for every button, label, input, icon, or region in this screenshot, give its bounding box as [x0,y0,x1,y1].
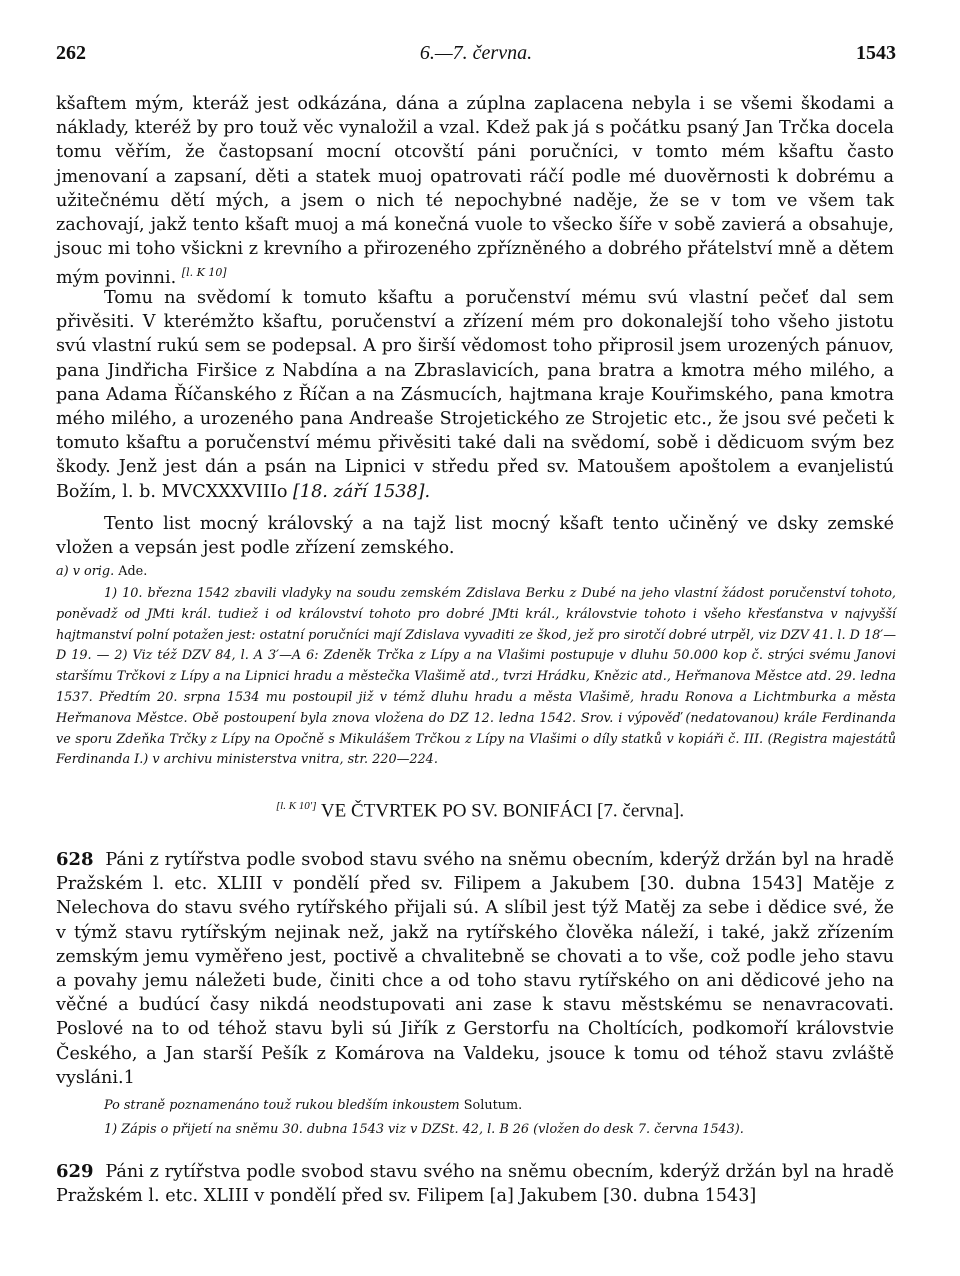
footnote-text: Ade. [118,564,148,579]
footnote-a [56,562,896,583]
section-heading [0,800,960,822]
paragraph-continuation [56,92,894,290]
entry-628 [56,848,894,1090]
paragraph-seal [56,286,894,504]
entry-text: Páni z rytířstva podle svobod stavu svého na sněmu obecním, kderýž držán byl na hradě Pražském l. etc. XLIII v pondělí před sv. Filipem [a] Jakubem [30. dubna 1543] [56,1162,894,1207]
entry-629 [56,1160,894,1208]
entry-628-footnote: 1) Zápis o přijetí na sněmu 30. dubna 1543 viz v DZSt. 42, l. B 26 (vložen do desk 7. června 1543). [104,1122,744,1137]
entry-number: 629 [56,1161,94,1182]
page-number: 262 [56,42,86,64]
margin-folio-ref: [l. K 10] [181,266,227,280]
paragraph-text: kšaftem mým, kteráž jest odkázána, dána a zúplna zaplacena nebyla i se všemi škodami a náklady, kteréž by pro touž věc vynaložil a vzal. Kdež pak já s počátku psaný Jan Trčka docela tomu věřím, že častopsaní mocní otcovští páni poručníci, v tomto mém kšaftu často jmenovaní a zapsaní, děti a statek muoj opatrovati ráčí podle mé duověrnosti k dobrému a užitečnému dětí mých, a jsem o nich té nepochybné naděje, že se v tom ve všem tak zachovají, jakž tento kšaft muoj a má konečná vuole to všecko šíře v sobě zavierá a obsahuje, jsouc mi toho všickni z krevního a přirozeného zpřízněného a dobrého přátelství mně a dětem mým povinni. [56,94,894,289]
margin-folio-ref: [l. K 10′] [275,800,317,812]
date-reference: [18. září 1538]. [293,481,431,502]
entry-text: Páni z rytířstva podle svobod stavu svého na sněmu obecním, kderýž držán byl na hradě Pražském l. etc. XLIII v pondělí před sv. Filipem a Jakubem [30. dubna 1543] Matěje z Nelechova do stavu svého rytířského přijali sú. A slíbil jest týž Matěj za sebe i dědice své, že v týmž stavu rytířským nejinak než, jakž na rytířského člověka náleží, i také, jakž zřízením zemským jemu vyměřeno jest, poctivě a chvalitebně se chovati a to vše, což podle jeho stavu a povahy jemu náležeti bude, činiti chce a od toho stavu rytířského on ani dědicové jeho na věčné a budúcí časy nikdá neodstupovati ani zase k stavu městskému se nenavracovati. Poslové na to od téhož stavu byli sú Jiřík z Gerstorfu na Choltících, podkomoří královstvie Českého, a Jan starší Pešík z Komárova na Valdeku, jsouce k tomu od téhož stavu zvláště vysláni.1 [56,850,894,1088]
running-date: 6.—7. června. [419,42,533,64]
note-text-upright: Solutum. [463,1098,523,1113]
paragraph-text: Tomu na svědomí k tomuto kšaftu a poručenství mému svú vlastní pečeť dal sem přivěsiti. V kterémžto kšaftu, poručenství a zřízení mém pro dokonalejší toho všeho jistotu svú vlastní rukú sem se podepsal. A pro širší vědomost toho připrosil jsem urozených pánuov, pana Jindřicha Firšice z Nabdína a na Zbraslavicích, pana bratra a kmotra mého milého, a pana Adama Říčanského z Říčan a na Zásmucích, hajtmana kraje Kouřimského, pana kmotra mého milého, a urozeného pana Andreaše Strojetického ze Strojetic etc., že jsou své pečeti k tomuto kšaftu a poručenství mému přivěsiti také dali na svědomí, sobě i dědicuom svým bez škody. Jenž jest dán a psán na Lipnici v středu před sv. Matoušem apoštolem a evanjelistú Božím, l. b. MVCXXXVIIIo [56,288,894,502]
footnote-label: a) v orig. [56,564,115,579]
heading-text: VE ČTVRTEK PO SV. BONIFÁCI [7. června]. [320,800,685,822]
running-year: 1543 [856,42,896,64]
page-header [56,42,896,68]
footnote-1: 1) 10. března 1542 zbavili vladyky na soudu zemském Zdislava Berku z Dubé na jeho vlastní žádost poručenství tohoto, poněvadž od JMti král. tudiež i od království tohoto pro dobré JMti král., královstvie tohoto i všeho křesťanstva v najvyšší hajtmanství polní potažen jest: ostatní poručníci mají Zdislava vyvaditi ze škod, jež pro sirotčí dobré utrpěl, viz DZV 41. l. D 18′—D 19. — 2) Viz též DZV 84, l. A 3′—A 6: Zdeněk Trčka z Lípy a na Vlašimi postupuje v dluhu 50.000 kop č. strýci svému Janovi staršímu Trčkovi z Lípy a na Lipnici hradu a městečka Vlašimě atd., tvrzi Hrádku, Knězic atd., Heřmanova Městce atd. 29. ledna 1537. Předtím 20. srpna 1534 mu postoupil již v témž dluhu hradu a města Vlašimě, hradu Ronova a Lichtmburka a města Heřmanova Městce. Obě postoupení byla znova vložena do DZ 12. ledna 1542. Srov. i výpověď (nedatovanou) krále Ferdinanda ve sporu Zdeňka Trčky z Lípy na Opočně s Mikulášem Trčkou z Lípy na Vlašimi o díly statků v kopiáři č. III. (Registra majestátů Ferdinanda I.) v archivu ministerstva vnitra, str. 220—224. [56,586,896,768]
entry-628-note [56,1096,896,1117]
entry-number: 628 [56,849,94,870]
note-text: Po straně poznamenáno touž rukou bledším inkoustem [104,1098,460,1113]
paragraph-registration: Tento list mocný královský a na tajž list mocný kšaft tento učiněný ve dsky zemské vložen a vepsán jest podle zřízení zemského. [56,514,894,559]
